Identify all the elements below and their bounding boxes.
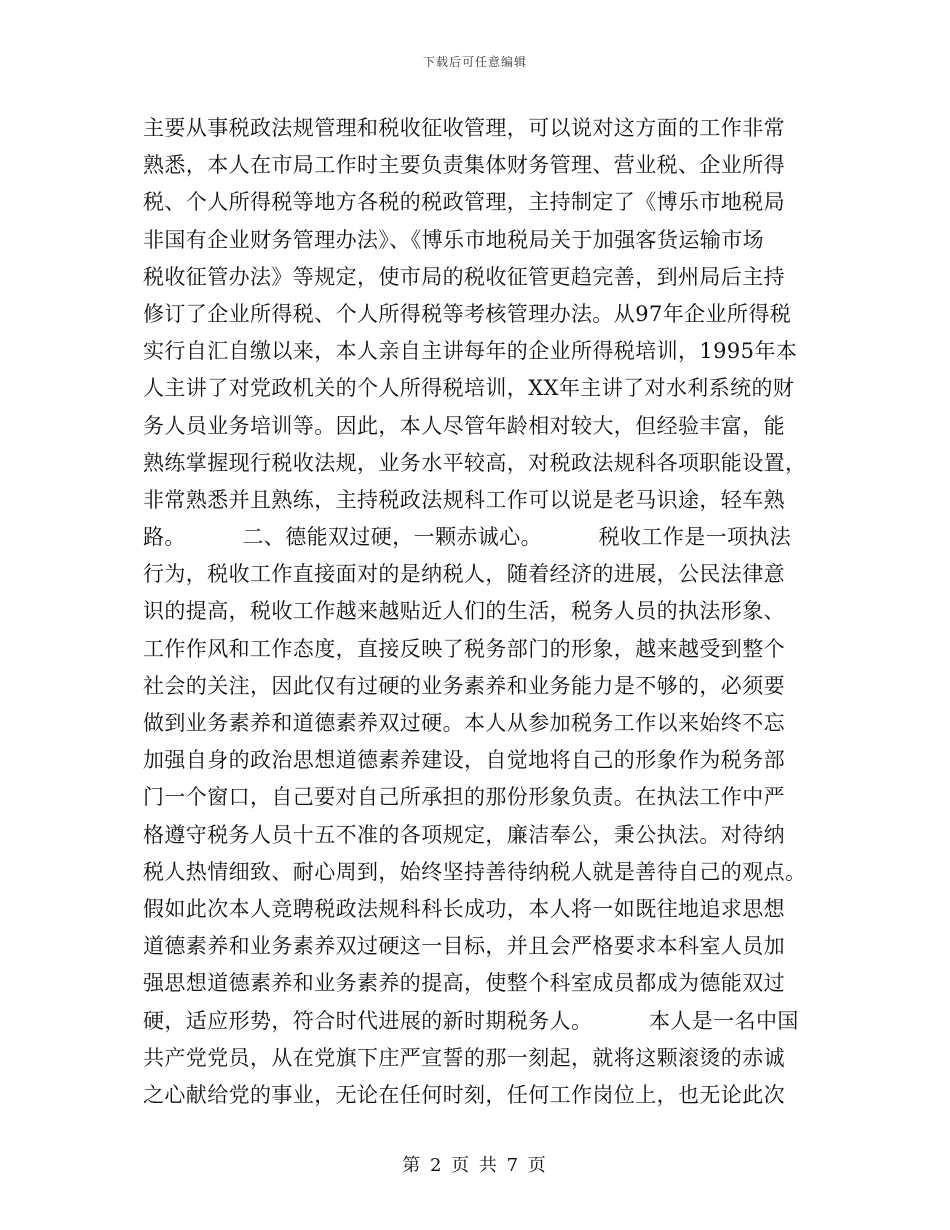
body-line: 社会的关注，因此仅有过硬的业务素养和业务能力是不够的，必须要: [143, 673, 785, 698]
page-number-footer: 第 2 页 共 7 页: [402, 1155, 548, 1176]
body-line: 硬，适应形势，符合时代进展的新时期税务人。 本人是一名中国: [143, 1008, 799, 1033]
body-line: 主要从事税政法规管理和税收征收管理，可以说对这方面的工作非常: [143, 116, 785, 140]
body-line: 税人热情细致、耐心周到，始终坚持善待纳税人就是善待自己的观点。: [143, 859, 807, 884]
body-line: 门一个窗口，自己要对自己所承担的那份形象负责。在执法工作中严: [143, 785, 785, 810]
body-line: 假如此次本人竞聘税政法规科科长成功，本人将一如既往地追求思想: [143, 896, 785, 921]
body-line: 行为，税收工作直接面对的是纳税人，随着经济的进展，公民法律意: [143, 562, 785, 587]
body-line: 做到业务素养和道德素养双过硬。本人从参加税务工作以来始终不忘: [143, 711, 785, 735]
document-body: [143, 110, 815, 1114]
body-line: 税收征管办法》等规定，使市局的税收征管更趋完善，到州局后主持: [143, 264, 785, 289]
page-header-note: 下载后可任意编辑: [422, 55, 527, 69]
body-line: 工作作风和工作态度，直接反映了税务部门的形象，越来越受到整个: [143, 636, 785, 661]
body-line: 非国有企业财务管理办法》、《博乐市地税局关于加强客货运输市场: [143, 227, 764, 252]
body-line: 识的提高，税收工作越来越贴近人们的生活，税务人员的执法形象、: [143, 599, 785, 624]
body-line: 加强自身的政治思想道德素养建设，自觉地将自己的形象作为税务部: [143, 748, 785, 773]
body-line: 修订了企业所得税、个人所得税等考核管理办法。从97年企业所得税: [143, 301, 792, 326]
body-line: 强思想道德素养和业务素养的提高，使整个科室成员都成为德能双过: [143, 971, 785, 996]
body-line: 实行自汇自缴以来，本人亲自主讲每年的企业所得税培训，1995年本: [143, 339, 798, 364]
body-line: 共产党党员，从在党旗下庄严宣誓的那一刻起，就将这颗滚烫的赤诚: [143, 1045, 785, 1070]
body-line: 格遵守税务人员十五不准的各项规定，廉洁奉公，秉公执法。对待纳: [143, 822, 785, 847]
body-line: 之心献给党的事业，无论在任何时刻，任何工作岗位上，也无论此次: [143, 1082, 785, 1107]
body-line: 非常熟悉并且熟练，主持税政法规科工作可以说是老马识途，轻车熟: [143, 487, 785, 512]
body-line: 人主讲了对党政机关的个人所得税培训，XX年主讲了对水利系统的财: [143, 376, 795, 401]
body-line: 熟练掌握现行税收法规，业务水平较高，对税政法规科各项职能设置，: [143, 450, 807, 475]
body-line: 务人员业务培训等。因此，本人尽管年龄相对较大，但经验丰富，能: [143, 413, 785, 438]
body-line: 税、个人所得税等地方各税的税政管理，主持制定了《博乐市地税局: [143, 190, 785, 215]
body-line: 道德素养和业务素养双过硬这一目标，并且会严格要求本科室人员加: [143, 934, 785, 959]
body-line: 熟悉，本人在市局工作时主要负责集体财务管理、营业税、企业所得: [143, 153, 785, 178]
body-line: 路。 二、德能双过硬，一颗赤诚心。 税收工作是一项执法: [143, 525, 792, 550]
